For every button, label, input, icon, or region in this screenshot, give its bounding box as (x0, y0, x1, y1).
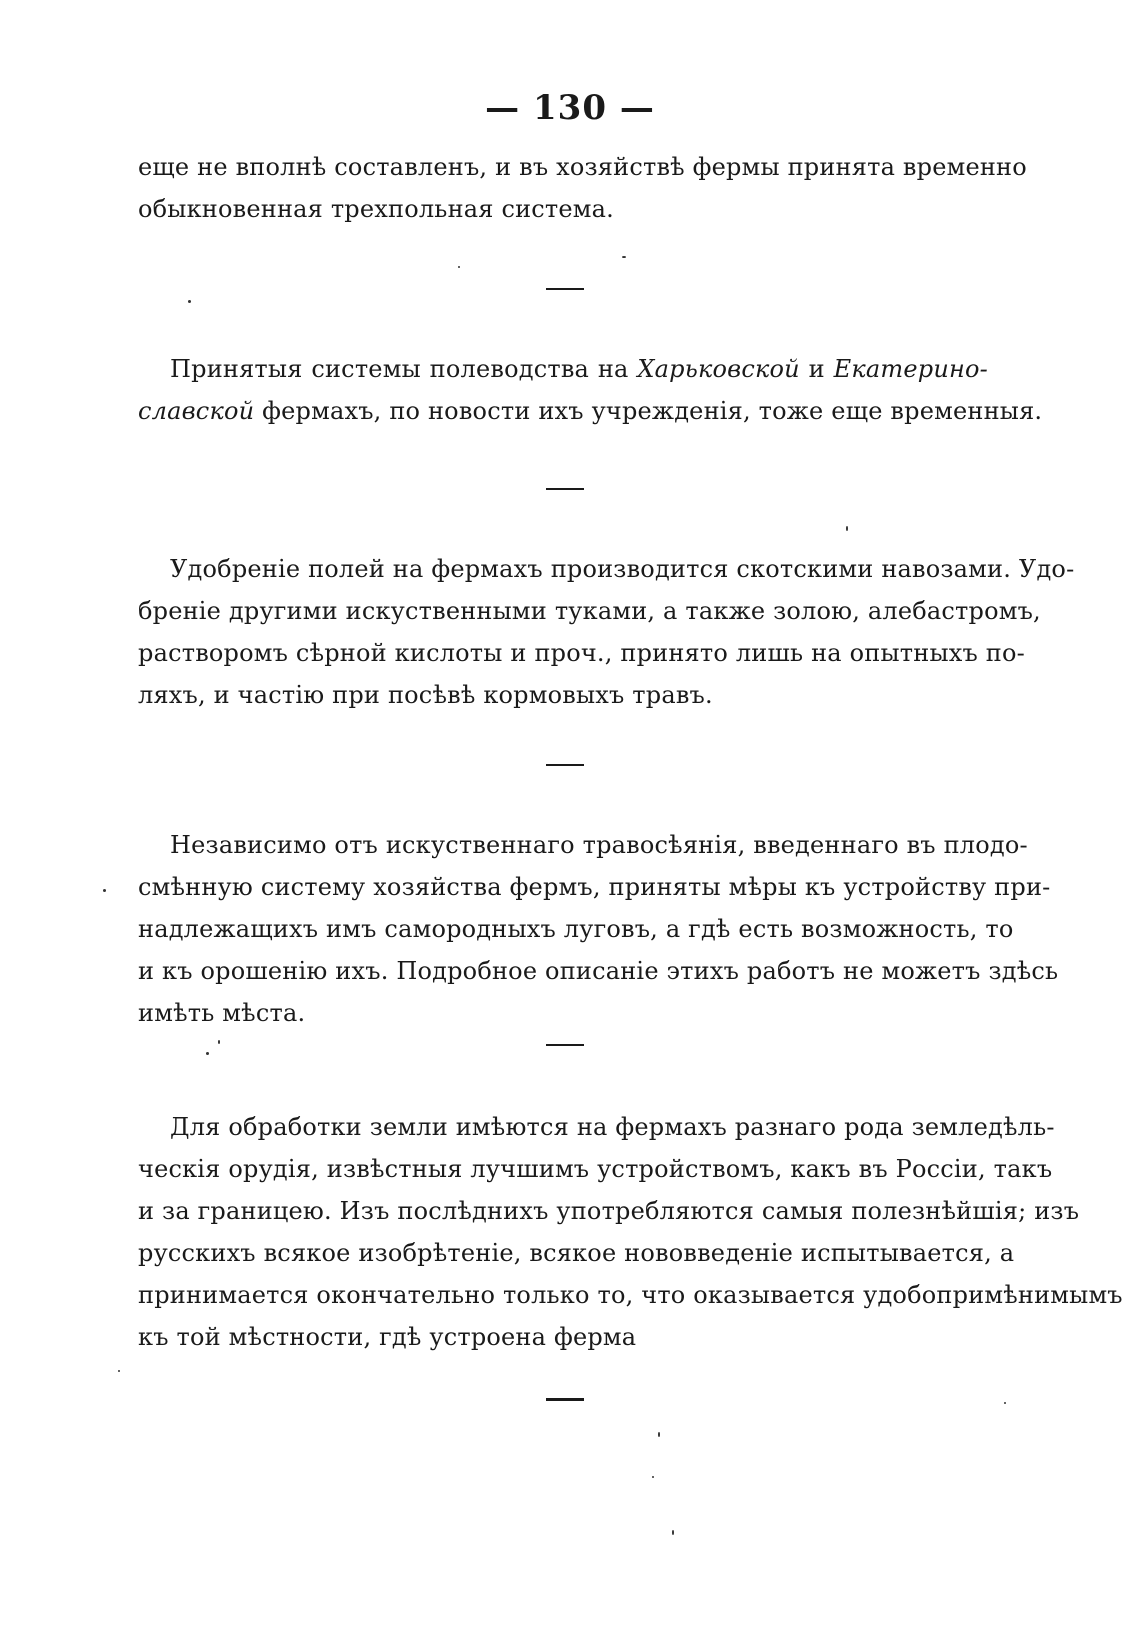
italic-place-name: Харьковской (637, 355, 800, 383)
section-divider (546, 288, 584, 290)
scan-speck (658, 1432, 660, 1437)
scan-speck (458, 266, 460, 268)
section-divider (546, 1398, 584, 1401)
italic-place-name: Екатерино- (833, 355, 988, 383)
paragraph-line: принимается окончательно только то, что оказывается удобопримѣнимымъ (138, 1281, 1123, 1309)
paragraph-5 (138, 1106, 1123, 1358)
paragraph-2 (138, 348, 1043, 432)
scan-speck (103, 889, 106, 892)
paragraph-3 (138, 548, 1075, 716)
scan-speck (846, 526, 848, 531)
scan-speck (622, 256, 626, 258)
paragraph-line: Удобреніе полей на фермахъ производится скотскими навозами. Удо- (170, 555, 1075, 583)
scan-speck (652, 1476, 654, 1478)
paragraph-line: имѣть мѣста. (138, 999, 306, 1027)
paragraph-line: ляхъ, и частію при посѣвѣ кормовыхъ травъ. (138, 681, 713, 709)
paragraph-line: и за границею. Изъ послѣднихъ употребляются самыя полезнѣйшія; изъ (138, 1197, 1080, 1225)
paragraph-line: смѣнную систему хозяйства фермъ, приняты мѣры къ устройству при- (138, 873, 1051, 901)
text-run: Принятыя системы полеводства на (170, 355, 629, 383)
scan-speck (672, 1530, 674, 1535)
paragraph-line (138, 390, 1043, 432)
scan-speck (206, 1052, 209, 1055)
italic-place-name: славской (138, 397, 255, 425)
paragraph-line: къ той мѣстности, гдѣ устроена ферма (138, 1323, 637, 1351)
paragraph-4 (138, 824, 1059, 1034)
paragraph-line (138, 348, 988, 390)
paragraph-line: русскихъ всякое изобрѣтеніе, всякое нововведеніе испытывается, а (138, 1239, 1015, 1267)
text-run: и (808, 355, 825, 383)
section-divider (546, 764, 584, 766)
paragraph-line: обыкновенная трехпольная система. (138, 195, 615, 223)
text-run: фермахъ, по новости ихъ учрежденія, тоже еще временныя. (262, 397, 1043, 425)
paragraph-line: ческія орудія, извѣстныя лучшимъ устройствомъ, какъ въ Россіи, такъ (138, 1155, 1053, 1183)
paragraph-line: Для обработки земли имѣются на фермахъ разнаго рода земледѣль- (170, 1113, 1055, 1141)
paragraph-line: надлежащихъ имъ самородныхъ луговъ, а гдѣ есть возможность, то (138, 915, 1014, 943)
scan-speck (1004, 1402, 1006, 1404)
section-divider (546, 1044, 584, 1046)
paragraph-line: еще не вполнѣ составленъ, и въ хозяйствѣ фермы принята временно (138, 153, 1027, 181)
section-divider (546, 488, 584, 490)
scan-speck (118, 1370, 120, 1372)
paragraph-line: растворомъ сѣрной кислоты и проч., принято лишь на опытныхъ по- (138, 639, 1025, 667)
paragraph-line: и къ орошенію ихъ. Подробное описаніе этихъ работъ не можетъ здѣсь (138, 957, 1059, 985)
scan-speck (218, 1040, 220, 1044)
paragraph-line: Независимо отъ искуственнаго травосѣянія, введеннаго въ плодо- (170, 831, 1028, 859)
paragraph-1 (138, 146, 1027, 230)
scan-speck (188, 300, 191, 303)
page-number: — 130 — (485, 88, 655, 128)
paragraph-line: бреніе другими искуственными туками, а также золою, алебастромъ, (138, 597, 1041, 625)
